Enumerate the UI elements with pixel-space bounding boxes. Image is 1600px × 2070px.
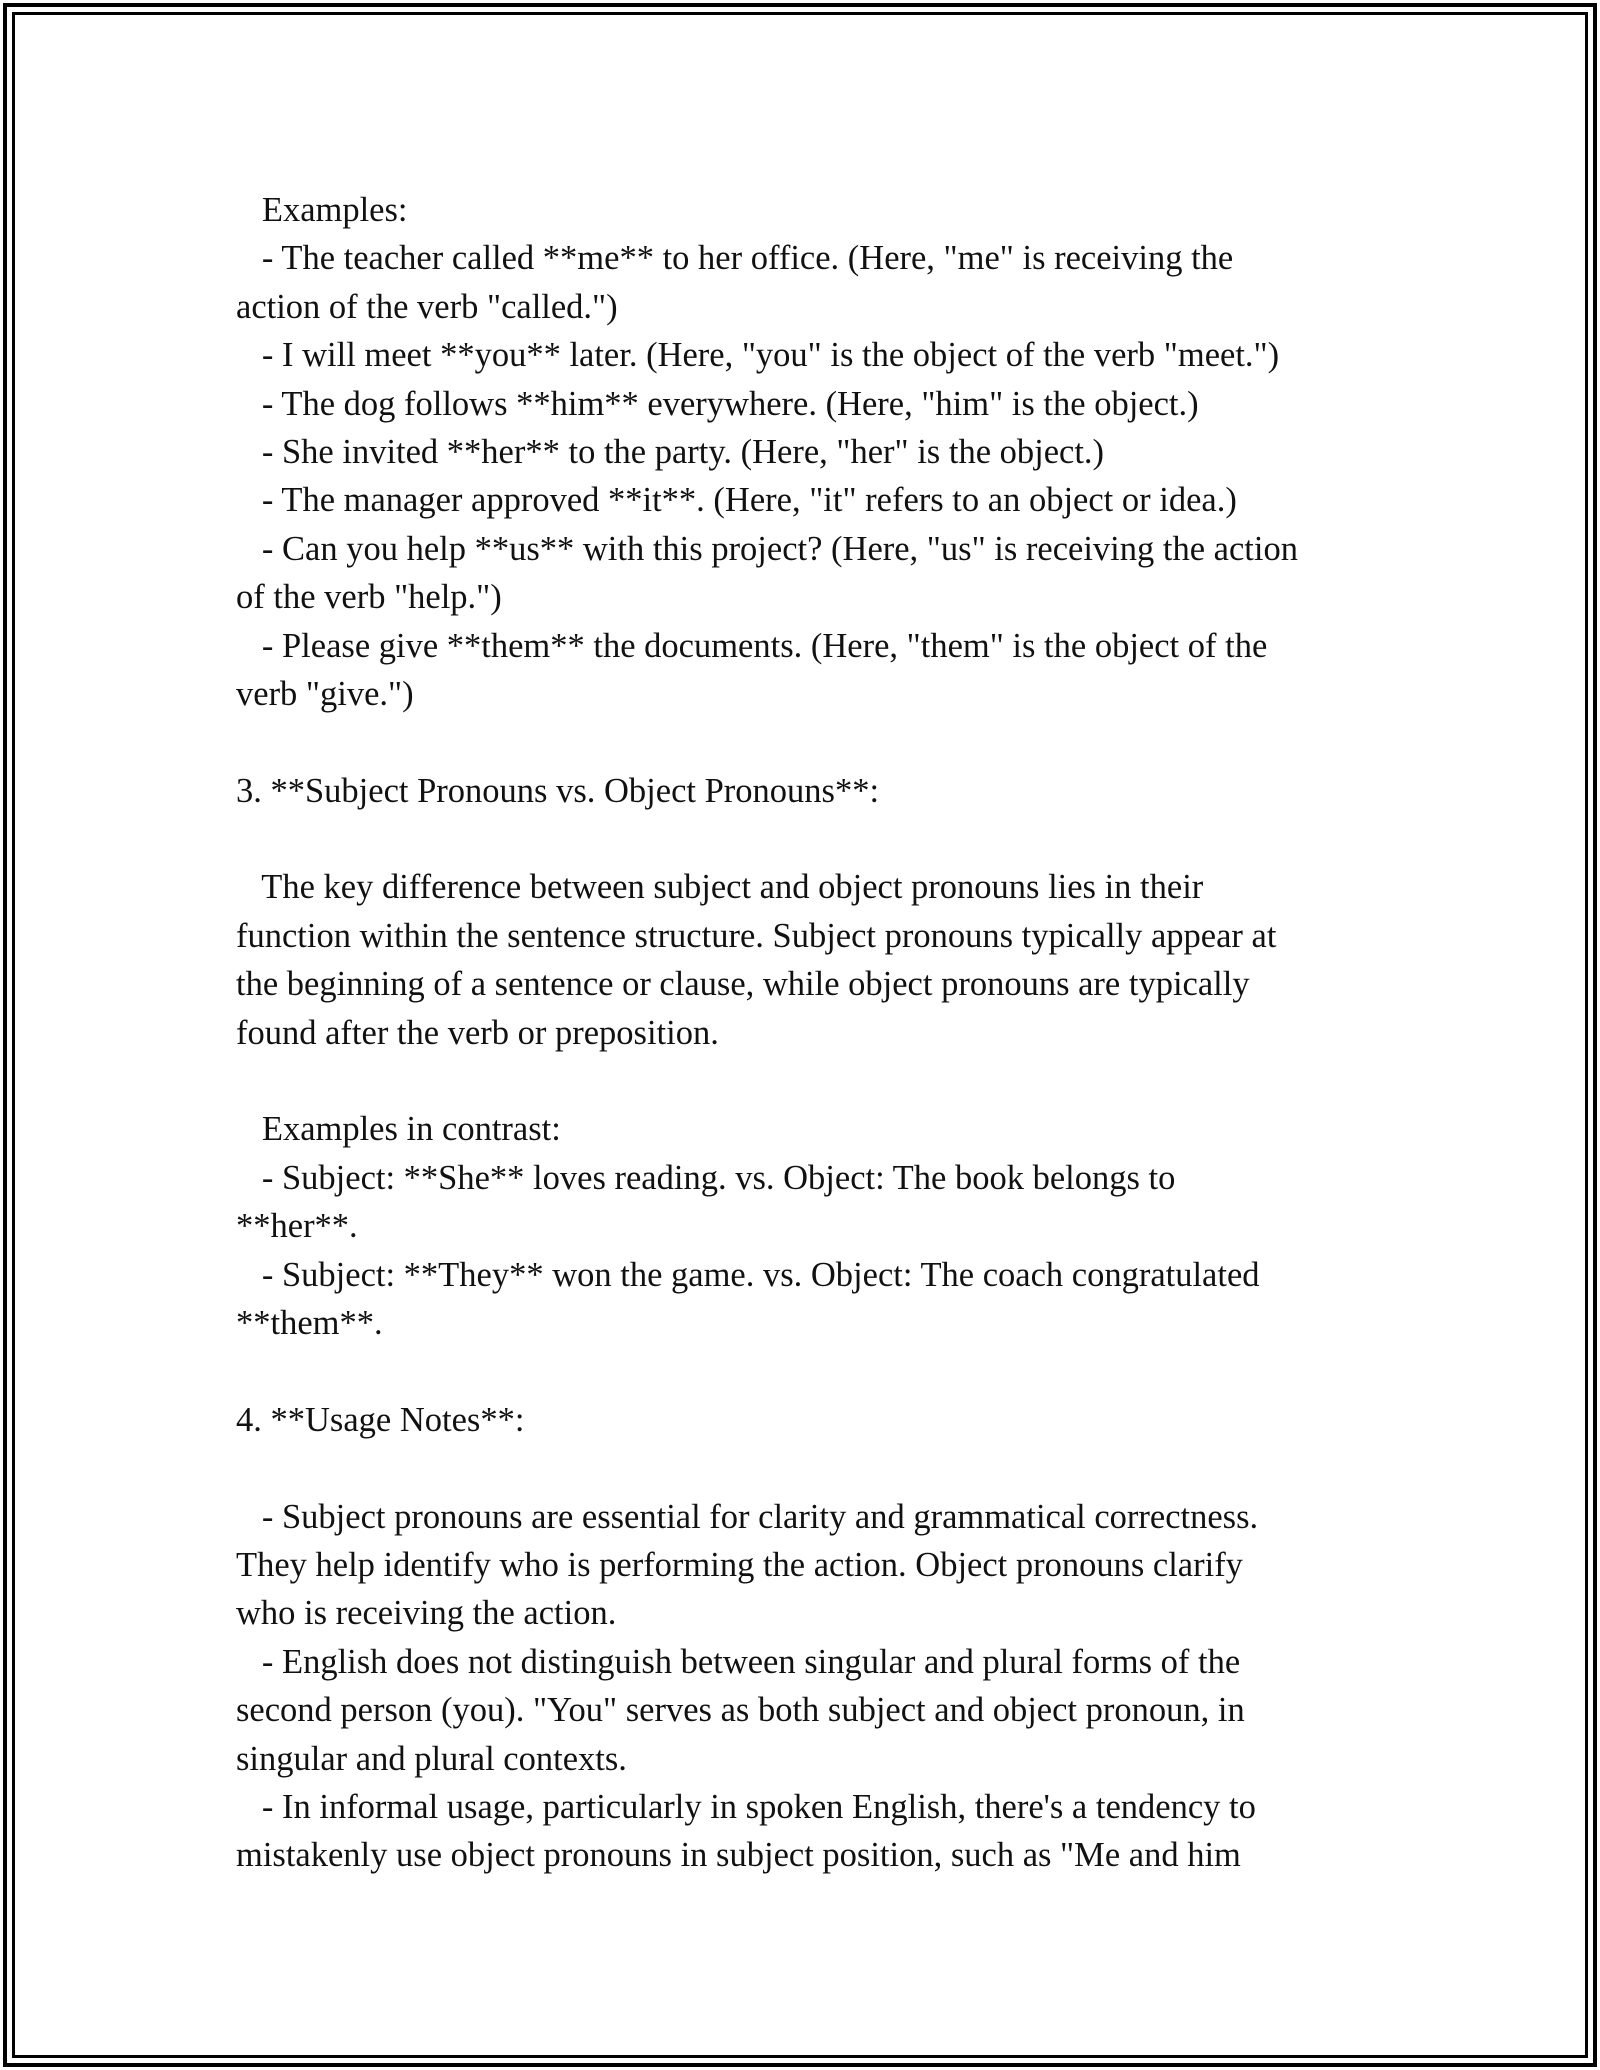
example-line: action of the verb "called.") (236, 287, 618, 326)
paragraph-line: the beginning of a sentence or clause, while object pronouns are typically (236, 965, 1250, 1004)
note-line: - English does not distinguish between singular and plural forms of the (236, 1642, 1241, 1681)
blank-line (236, 718, 1376, 766)
blank-line (236, 1057, 1376, 1105)
note-line: singular and plural contexts. (236, 1739, 627, 1778)
examples-heading: Examples in contrast: (236, 1110, 561, 1149)
paragraph-line: found after the verb or preposition. (236, 1013, 719, 1052)
example-line: - Subject: **She** loves reading. vs. Object: The book belongs to (236, 1158, 1176, 1197)
example-line: **her**. (236, 1207, 358, 1246)
example-line: of the verb "help.") (236, 578, 502, 617)
paragraph-line: function within the sentence structure. Subject pronouns typically appear at (236, 916, 1277, 955)
paragraph-line: The key difference between subject and object pronouns lies in their (236, 868, 1204, 907)
blank-line (236, 815, 1376, 863)
blank-line (236, 1347, 1376, 1395)
section-heading: 3. **Subject Pronouns vs. Object Pronouns**: (236, 771, 880, 810)
example-line: - Please give **them** the documents. (Here, "them" is the object of the (236, 626, 1268, 665)
example-line: - The dog follows **him** everywhere. (Here, "him" is the object.) (236, 384, 1199, 423)
example-line: **them**. (236, 1303, 383, 1342)
note-line: They help identify who is performing the action. Object pronouns clarify (236, 1545, 1243, 1584)
example-line: - She invited **her** to the party. (Here, "her" is the object.) (236, 432, 1105, 471)
example-line: - The manager approved **it**. (Here, "it" refers to an object or idea.) (236, 481, 1237, 520)
note-line: - Subject pronouns are essential for clarity and grammatical correctness. (236, 1497, 1259, 1536)
example-line: verb "give.") (236, 674, 414, 713)
example-line: - Subject: **They** won the game. vs. Object: The coach congratulated (236, 1255, 1260, 1294)
note-line: who is receiving the action. (236, 1594, 617, 1633)
blank-line (236, 1444, 1376, 1492)
document-body (236, 186, 1376, 1880)
section-heading: 4. **Usage Notes**: (236, 1400, 525, 1439)
note-line: - In informal usage, particularly in spoken English, there's a tendency to (236, 1787, 1256, 1826)
examples-heading: Examples: (236, 191, 408, 229)
example-line: - Can you help **us** with this project? (Here, "us" is receiving the action (236, 529, 1298, 568)
note-line: mistakenly use object pronouns in subject position, such as "Me and him (236, 1836, 1241, 1875)
example-line: - I will meet **you** later. (Here, "you" is the object of the verb "meet.") (236, 336, 1280, 375)
example-line: - The teacher called **me** to her office. (Here, "me" is receiving the (236, 239, 1234, 278)
note-line: second person (you). "You" serves as both subject and object pronoun, in (236, 1691, 1245, 1730)
